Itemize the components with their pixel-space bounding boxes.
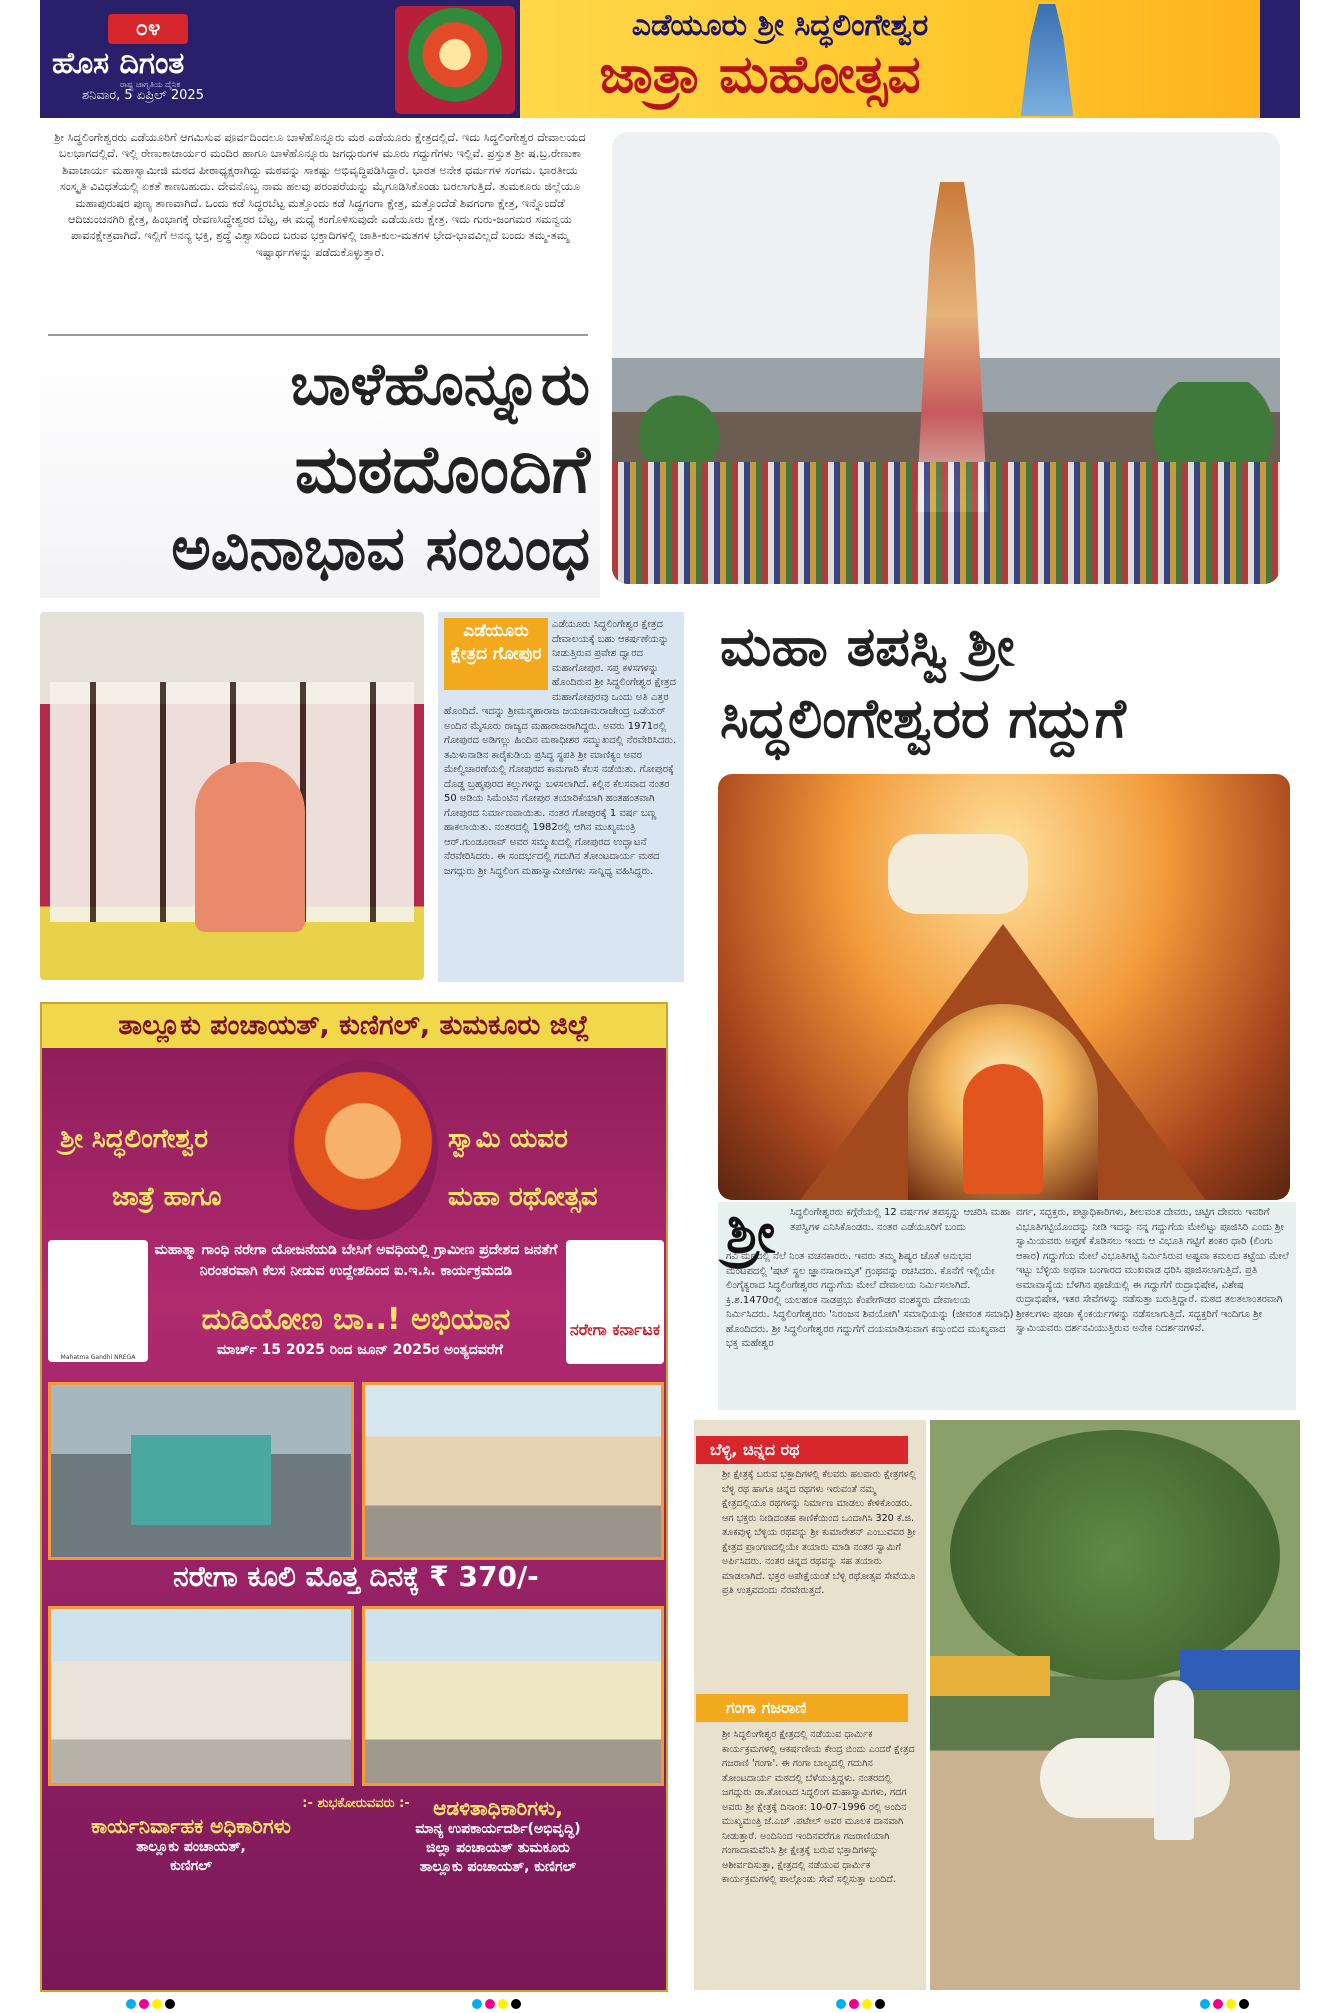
elephant-article-title: ಗಂಗಾ ಗಜರಾಣಿ bbox=[696, 1694, 908, 1722]
yellow-tent bbox=[930, 1656, 1050, 1696]
ad-title-1: ಶ್ರೀ ಸಿದ್ಧಲಿಂಗೇಶ್ವರ bbox=[60, 1124, 208, 1154]
registration-mark bbox=[126, 1994, 178, 2004]
left-line-2: ಕುಣಿಗಲ್ bbox=[170, 1858, 212, 1874]
lead-article-text: ಶ್ರೀ ಸಿದ್ಧಲಿಂಗೇಶ್ವರರು ಎಡೆಯೂರಿಗೆ ಆಗಮಿಸುವ ಪೂರ್ವದಿಂದಲೂ ಬಾಳೆಹೊನ್ನೂರು ಮಠ ಎಡೆಯೂರು ಕ್ಷೇತ್ರದಲ್ಲಿದೆ. ಇದು ಸಿದ್ಧಲಿಂಗೇಶ್ವರ ದೇವಾಲಯದ ಬಲಭಾಗದಲ್ಲಿದೆ. ಇಲ್ಲಿ ರೇಣುಕಾಚಾರ್ಯರ ಮಂದಿರ ಹಾಗೂ ಬಾಳೆಹೊನ್ನೂರು ಜಗದ್ಗುರುಗಳ ಮೂರು ಗದ್ದುಗೆಗಳು ಇಲ್ಲಿವೆ. ಪ್ರಸ್ತುತ ಶ್ರೀ ಷ.ಬ್ರ.ರೇಣುಕಾ ಶಿವಾಚಾರ್ಯ ಮಹಾಸ್ವಾಮೀಜಿ ಮಠದ ಪೀಠಾಧ್ಯಕ್ಷರಾಗಿದ್ದು ಮಠವನ್ನು ಸಾಕಷ್ಟು ಅಭಿವೃದ್ಧಿಪಡಿಸಿದ್ದಾರೆ. ಭಾರತ ಅನೇಕ ಧರ್ಮಗಳ ಸಂಗಮ. ಭಾರತೀಯ ಸಂಸ್ಕೃತಿ ವಿವಿಧತೆಯಲ್ಲಿ ಏಕತೆ ಕಾಣಬಹುದು. ದೇವನೊಬ್ಬ ನಾಮ ಹಲವು ಪರಂಪರೆಯನ್ನು ಮೈಗೂಡಿಸಿಕೊಂಡು ಬರಲಾಗುತ್ತಿದೆ. ತುಮಕೂರು ಜಿಲ್ಲೆಯೂ ಮಹಾಪುರುಷರ ಪುಣ್ಯ ತಾಣವಾಗಿದೆ. ಒಂದು ಕಡೆ ಸಿದ್ಧರಬೆಟ್ಟ ಮತ್ತೊಂದು ಕಡೆ ಸಿದ್ಧಗಂಗಾ ಕ್ಷೇತ್ರ, ಮತ್ತೊಂದೆಡೆ ಶಿವಗಂಗಾ ಕ್ಷೇತ್ರ, ಇನ್ನೊಂದೆಡೆ ಆದಿಚುಂಚನಗಿರಿ ಕ್ಷೇತ್ರ, ಹಿಂಭಾಗಕ್ಕೆ ರೇವಣಸಿದ್ಧೇಶ್ವರರ ಬೆಟ್ಟ, ಈ ಮಧ್ಯೆ ಕಂಗೊಳಿಸುವುದೇ ಎಡೆಯೂರು ಕ್ಷೇತ್ರ. ಇದು ಗುರು-ಜಂಗಮರ ಸಮನ್ವಯ ಪಾವನಕ್ಷೇತ್ರವಾಗಿದೆ. ಇಲ್ಲಿಗೆ ಅನನ್ಯ ಭಕ್ತಿ, ಶ್ರದ್ಧೆ ವಿಶ್ವಾಸದಿಂದ ಬರುವ ಭಕ್ತಾದಿಗಳಲ್ಲಿ ಜಾತಿ-ಕುಲ-ಮತಗಳ ಭೇದ-ಭಾವವಿಲ್ಲದೆ ಬಂದು ತಮ್ಮ-ತಮ್ಮ ಇಷ್ಟಾರ್ಥಗಳನ್ನು ಪಡೆದುಕೊಳ್ಳುತ್ತಾರೆ. bbox=[54, 131, 586, 259]
headline-line-2: ಮಠದೊಂದಿಗೆ bbox=[294, 430, 590, 508]
left-role: ಕಾರ್ಯನಿರ್ವಾಹಕ ಅಧಿಕಾರಿಗಳು bbox=[91, 1814, 291, 1838]
banner-title-main: ಜಾತ್ರಾ ಮಹೋತ್ಸವ bbox=[599, 44, 921, 105]
logo-tagline: ರಾಷ್ಟ್ರ ಜಾಗೃತಿಯ ದೈನಿಕ bbox=[120, 80, 181, 89]
well-wishers-label: :- ಶುಭಕೋರುವವರು :- bbox=[302, 1796, 410, 1811]
elephant-article-text: ಶ್ರೀ ಸಿದ್ಧಲಿಂಗೇಶ್ವರ ಕ್ಷೇತ್ರದಲ್ಲಿ ನಡೆಯುವ ಧಾರ್ಮಿಕ ಕಾರ್ಯಕ್ರಮಗಳಲ್ಲಿ ಆಕರ್ಷಣೀಯ ಕೇಂದ್ರ ಬಿಂದು ಎಂದರೆ ಕ್ಷೇತ್ರದ ಗಜರಾಣಿ 'ಗಂಗಾ'. ಈ ಗಂಗಾ ಬಾಲ್ಯದಲ್ಲಿ ಗದುಗಿನ ತೋಂಟದಾರ್ಯ ಮಠದಲ್ಲಿ ಬೆಳೆಯುತ್ತಿದ್ದಳು. ನಂತರದಲ್ಲಿ ಜಗದ್ಗುರು ಡಾ.ತೋಂಟದ ಸಿದ್ಧಲಿಂಗ ಮಹಾಸ್ವಾಮಿಗಳು, ಗದಗ ಅವರು ಶ್ರೀ ಕ್ಷೇತ್ರಕ್ಕೆ ದಿನಾಂಕ: 10-07-1996 ರಲ್ಲಿ ಅಂದಿನ ಮುಖ್ಯಮಂತ್ರಿ ಜೆ.ಎಚ್ .ಪಟೇಲ್ ಅವರ ಮೂಲಕ ದಾನವಾಗಿ ನೀಡುತ್ತಾರೆ. ಅಂದಿನಿಂದ ಇಂದಿನವರೆಗೂ ಗಜರಾಣಿಯಾಗಿ ಗಂಗಾದಾಮವೆನಿಸಿ ಶ್ರೀ ಕ್ಷೇತ್ರಕ್ಕೆ ಬರುವ ಭಕ್ತಾದಿಗಳನ್ನು ಆಶೀರ್ವದಿಸುತ್ತಾ, ಕ್ಷೇತ್ರದಲ್ಲಿ ನಡೆಯುವ ಧಾರ್ಮಿಕ ಕಾರ್ಯಕ್ರಮಗಳಲ್ಲಿ ಪಾಲ್ಗೊಂಡು ಸೇವೆ ಸಲ್ಲಿಸುತ್ತಾ ಬಂದಿದೆ. bbox=[722, 1729, 915, 1885]
seated-swamiji bbox=[195, 762, 305, 932]
left-line-1: ತಾಲ್ಲೂಕು ಪಂಚಾಯತ್, bbox=[136, 1839, 246, 1855]
ad-photo-building-1 bbox=[362, 1382, 664, 1560]
narega-logo-text: ನರೇಗಾ ಕರ್ನಾಟಕ bbox=[569, 1320, 661, 1339]
saint-illustration bbox=[718, 774, 1290, 1200]
chariot-article-title: ಬೆಳ್ಳಿ, ಚಿನ್ನದ ರಥ bbox=[696, 1436, 908, 1464]
ad-title-3: ಜಾತ್ರೆ ಹಾಗೂ bbox=[112, 1182, 222, 1212]
registration-mark bbox=[1200, 1994, 1252, 2004]
ad-title-4: ಮಹಾ ರಥೋತ್ಸವ bbox=[448, 1182, 598, 1212]
registration-mark bbox=[472, 1994, 524, 2004]
right-role: ಆಡಳಿತಾಧಿಕಾರಿಗಳು, bbox=[433, 1796, 563, 1820]
saint-article-col2: ವರ್ಗ, ಸದ್ಭಕ್ತರು, ಪಟ್ಟಾಧಿಕಾರಿಗಳು, ಶೀಲವಂತ ದೇವರು, ಚಟ್ಟಿಗ ದೇವರು ಇವರಿಗೆ ವಿಭೂತಿಗಟ್ಟಿಯೊಂದನ್ನು ನೀಡಿ ಇದನ್ನು ನನ್ನ ಗದ್ದುಗೆಯ ಮೇಲಿಟ್ಟು ಪೂಜಿಸಿರಿ ಎಂದು ಶ್ರೀ ಸ್ವಾಮಿಯವರು ಅಪ್ಪಣೆ ಕೊಡಿಸಲು ಇಂದು ಆ ವಿಭೂತಿ ಗಟ್ಟಿಗೆ ಶಂಕರ ಧಾರಿ (ಲಿಂಗು ಆಕಾರ) ಗದ್ದುಗೆಯ ಮೇಲೆ ವಿಭೂತಿಗಟ್ಟಿ ನಿರ್ಮಿಸಿರುವ ಅಷ್ಟವಾ ಕಮಲದ ಕಟ್ಟೆಯ ಮೇಲೆ ಇಟ್ಟು ಬೆಳ್ಳಿಯ ಅಥವಾ ಬಂಗಾರದ ಮುಖವಾಡ ಧರಿಸಿ ಪೂಜಿಸಲಾಗುತ್ತಿದೆ. ಪ್ರತಿ ಅಮಾವಾಸ್ಯೆಯ ಬೆಳಗಿನ ಪೂಜೆಯಲ್ಲಿ ಈ ಗದ್ದುಗೆಗೆ ರುದ್ರಾಭಿಷೇಕ, ವಿಶೇಷ ರುದ್ರಾಭಿಷೇಕ, ಇತರ ಸೇವೆಗಳನ್ನು ನಡೆಸುತ್ತಾ ಬರುತ್ತಿದ್ದಾರೆ. ಮಠದ ತಲತಲಾಂತರವಾಗಿ ಶ್ರೀಕಲಗಳು ಪೂಜಾ ಕೈಂಕರ್ಯಗಳನ್ನು ನಡೆಸಲಾಗುತ್ತಿದೆ. ಸದ್ಭಕ್ತರಿಗೆ ಇಂದಿಗೂ ಶ್ರೀ ಸ್ವಾಮಿಯವರು ದರ್ಶನವಿಯುತ್ತಿರುವ ಅನೇಕ ನಿದರ್ಶನಗಳಿವೆ. bbox=[1016, 1207, 1289, 1334]
saint-article-col1: ಗವಿ ಮಠದಲ್ಲಿ ನೆಲೆ ನಿಂತ ವಚನಕಾರರು. ಇವರು ತಮ್ಮ ಶಿಷ್ಯರ ಜೊತೆ ಅನುಭವ ಮಂಟಪದಲ್ಲಿ 'ಷಟ್ ಸ್ಥಲ ಜ್ಞಾನಸಾರಾಮೃತ' ಗ್ರಂಥವನ್ನು ರಚಿಸಿದರು. ಕೊನೆಗೆ ಇಲ್ಲಿಯೇ ಲಿಂಗೈಕ್ಯರಾದ ಸಿದ್ಧಲಿಂಗೇಶ್ವರರ ಗದ್ದುಗೆಯ ಮೇಲೆ ದೇವಾಲಯ ನಿರ್ಮಿಸಲಾಗಿದೆ. ಕ್ರಿ.ಶ.1470ರಲ್ಲಿ ಯಲಹಂಕ ನಾಡಪ್ರಭು ಕೆಂಪೇಗೌಡರ ವಂಶಸ್ಥರು ದೇವಾಲಯ ನಿರ್ಮಿಸಿದರು. ಸಿದ್ಧಲಿಂಗೇಶ್ವರರು 'ನಿರಂಜನ ಶಿವಯೋಗಿ' ಸಮಾಧಿಯನ್ನು (ಜೀವಂತ ಸಮಾಧಿ) ಹೊಂದಿದರು. ಶ್ರೀ ಸಿದ್ಧಲಿಂಗೇಶ್ವರರ ಗದ್ದುಗೆಗೆ ದಯಮಾಡಿಸುವಾಗ ಕಣ್ತುಂಬಿದ ಮುಖ್ಯವಾದ ಭಕ್ತ ಮಹೇಶ್ವರ bbox=[726, 1251, 1014, 1349]
ad-description: ಮಹಾತ್ಮಾ ಗಾಂಧಿ ನರೇಗಾ ಯೋಜನೆಯಡಿ ಬೇಸಿಗೆ ಅವಧಿಯಲ್ಲಿ ಗ್ರಾಮೀಣ ಪ್ರದೇಶದ ಜನತೆಗೆ ನಿರಂತರವಾಗಿ ಕೆಲಸ ನೀಡುವ ಉದ್ದೇಶದಿಂದ ಐ.ಇ.ಸಿ. ಕಾರ್ಯಕ್ರಮದಡಿ bbox=[154, 1242, 558, 1279]
right-line-2: ಜಿಲ್ಲಾ ಪಂಚಾಯತ್ ತುಮಕೂರು bbox=[426, 1840, 570, 1856]
headline-line-1: ಬಾಳೆಹೊನ್ನೂರು bbox=[290, 350, 590, 418]
page-number: ೦೪ bbox=[108, 14, 188, 44]
ad-title-2: ಸ್ವಾಮಿ ಯವರ bbox=[448, 1124, 568, 1154]
saint-article-col1-top: ಸಿದ್ಧಲಿಂಗೇಶ್ವರರು ಕಗ್ಗೆರೆಯಲ್ಲಿ 12 ವರ್ಷಗಳ ತಪಸ್ಸನ್ನು ಆಚರಿಸಿ ಮಹಾ ತಪಸ್ವಿಗಳ ಎನಿಸಿಕೊಂಡರು. ನಂತರ ಎಡೆಯೂರಿಗೆ ಬಂದು bbox=[790, 1207, 1011, 1233]
campaign-name: ದುಡಿಯೋಣ ಬಾ..! ಅಭಿಯಾನ bbox=[201, 1302, 511, 1337]
ad-signatory-right bbox=[338, 1796, 658, 1877]
gopura-article-title: ಎಡೆಯೂರು ಕ್ಷೇತ್ರದ ಗೋಪುರ bbox=[444, 618, 548, 690]
right-line-1: ಮಾನ್ಯ ಉಪಕಾರ್ಯದರ್ಶಿ(ಅಭಿವೃದ್ಧಿ) bbox=[415, 1821, 581, 1837]
maha-headline-line-2: ಸಿದ್ಧಲಿಂಗೇಶ್ವರರ ಗದ್ದುಗೆ bbox=[720, 686, 1126, 750]
issue-date: ಶನಿವಾರ, 5 ಏಪ್ರಿಲ್ 2025 bbox=[82, 88, 204, 103]
ad-photo-stepwell bbox=[48, 1382, 354, 1560]
cow-figure bbox=[888, 834, 1028, 914]
cattle-fair-photo bbox=[930, 1420, 1300, 1990]
mgnrega-logo bbox=[48, 1240, 148, 1362]
temple-crowd-photo bbox=[612, 132, 1280, 584]
narega-karnataka-logo bbox=[566, 1240, 664, 1364]
drop-cap: ಶ್ರೀ bbox=[726, 1200, 776, 1266]
right-line-3: ತಾಲ್ಲೂಕು ಪಂಚಾಯತ್, ಕುಣಿಗಲ್ bbox=[419, 1859, 577, 1875]
banyan-tree bbox=[950, 1430, 1280, 1680]
headline-line-3: ಅವಿನಾಭಾವ ಸಂಬಂಧ bbox=[171, 514, 590, 584]
water-tank bbox=[131, 1435, 271, 1525]
ad-photo-building-2 bbox=[362, 1606, 664, 1786]
deity-photo bbox=[395, 6, 515, 114]
divider bbox=[48, 334, 588, 336]
wage-banner: ನರೇಗಾ ಕೂಲಿ ಮೊತ್ತ ದಿನಕ್ಕೆ ₹ 370/- bbox=[173, 1560, 539, 1593]
blue-tent bbox=[1180, 1650, 1300, 1690]
ad-header: ತಾಲ್ಲೂಕು ಪಂಚಾಯತ್, ಕುಣಿಗಲ್, ತುಮಕೂರು ಜಿಲ್ಲೆ bbox=[42, 1004, 666, 1048]
maha-headline-line-1: ಮಹಾ ತಪಸ್ವಿ ಶ್ರೀ bbox=[720, 614, 1015, 678]
mgnrega-logo-caption: Mahatma Gandhi NREGA bbox=[60, 1354, 136, 1361]
registration-mark bbox=[836, 1994, 888, 2004]
newspaper-logo: ಹೊಸ ದಿಗಂತ bbox=[52, 46, 185, 81]
farmer bbox=[1154, 1680, 1194, 1840]
gopura-article-text: ಎಡೆಯೂರು ಸಿದ್ಧಲಿಂಗೇಶ್ವರ ಕ್ಷೇತ್ರದ ದೇವಾಲಯಕ್ಕೆ ಬಹು ಆಕರ್ಷಣೆಯನ್ನು ನೀಡುತ್ತಿರುವ ಪ್ರವೇಶ ದ್ವಾರದ ಮಹಾಗೋಪುರ. ಸಪ್ತ ಕಳಸಗಳನ್ನು ಹೊಂದಿರುವ ಶ್ರೀ ಸಿದ್ಧಲಿಂಗೇಶ್ವರ ಕ್ಷೇತ್ರದ ಮಹಾಗೋಪುರವು ಒಂದು ಅತಿ ಎತ್ತರ ಹೊಂದಿದೆ. ಇದನ್ನು ಶ್ರೀಮನ್ಮಹಾರಾಜ ಜಯಚಾಮರಾಜೇಂದ್ರ ಒಡೆಯರ್ ಅಂದಿನ ಮೈಸೂರು ರಾಜ್ಯದ ಮಹಾರಾಜರಾಗಿದ್ದರು. ಅವರು 1971ರಲ್ಲಿ ಗೋಪುರದ ಅಡಿಗಲ್ಲು ಹಿಂದಿನ ಮಠಾಧೀಶರ ಸಮ್ಮುಖದಲ್ಲಿ ನೆರವೇರಿಸಿದರು. ತಮಿಳುನಾಡಿನ ಕಾರೈಕುಡಿಯ ಪ್ರಸಿದ್ಧ ಸ್ಥಪತಿ ಶ್ರೀ ಮಾಣಿಕ್ಯಂ ಅವರ ಮೇಲ್ವಿಚಾರಣೆಯಲ್ಲಿ ಗೋಪುರದ ಕಾಮಗಾರಿ ಕೆಲಸ ನಡೆಯಿತು. ಗೋಪುರಕ್ಕೆ ದೊಡ್ಡ ಬ್ರಹ್ಮಪುರದ ಕಲ್ಲುಗಳನ್ನು ಬಳಸಲಾಗಿದೆ. ಕಲ್ಲಿನ ಕೆಲಸವಾದ ನಂತರ 50 ಅಡಿಯ ಸಿಮೆಂಟಿನ ಗೋಪುರ ತಯಾರಿಕೆಯಾಗಿ ಹಂತಹಂತವಾಗಿ ಗೋಪುರದ ನಿರ್ಮಾಣವಾಯಿತು. ನಂತರ ಗೋಪುರಕ್ಕೆ 1 ವರ್ಷ ಬಣ್ಣ ಹಾಕಲಾಯಿತು. ನಂತರದಲ್ಲಿ 1982ರಲ್ಲಿ ಆಗಿನ ಮುಖ್ಯಮಂತ್ರಿ ಆರ್.ಗುಂಡೂರಾವ್ ಅವರ ಸಮ್ಮುಖದಲ್ಲಿ ಗೋಪುರದ ಉದ್ಘಾಟನೆ ನೆರವೇರಿಸಿದರು. ಈ ಸಂದರ್ಭದಲ್ಲಿ ಗದುಗಿನ ತೋಂಟದಾರ್ಯ ಮಠದ ಜಗದ್ಗುರು ಶ್ರೀ ಸಿದ್ಧಲಿಂಗ ಮಹಾಸ್ವಾಮೀಜಿಗಳು ಸಾನ್ನಿಧ್ಯ ವಹಿಸಿದ್ದರು. bbox=[444, 619, 677, 877]
campaign-dates: ಮಾರ್ಚ್ 15 2025 ರಿಂದ ಜೂನ್ 2025ರ ಅಂತ್ಯದವರೆಗೆ bbox=[217, 1342, 503, 1358]
lead-headline bbox=[40, 342, 600, 598]
meditating-sage bbox=[963, 1064, 1043, 1194]
crowd bbox=[612, 462, 1280, 584]
ad-signatory-left bbox=[56, 1814, 326, 1876]
chariot-article-text: ಶ್ರೀ ಕ್ಷೇತ್ರಕ್ಕೆ ಬರುವ ಭಕ್ತಾದಿಗಳಲ್ಲಿ ಕೆಲವರು ಹಲವಾರು ಕ್ಷೇತ್ರಗಳಲ್ಲಿ ಬೆಳ್ಳಿ ರಥ ಹಾಗೂ ಚಿನ್ನದ ರಥಗಳು ಇರುವಂತೆ ನಮ್ಮ ಕ್ಷೇತ್ರದಲ್ಲಿಯೂ ರಥಗಳನ್ನು ನಿರ್ಮಾಣ ಮಾಡಲು ಕೇಳಿಕೊಂಡರು. ಆಗ ಭಕ್ತರು ನೀಡಿದಂತಹ ಕಾಣಿಕೆಯಿಂದ ಒಂದಾಗಿಸಿ 320 ಕೆ.ಜಿ. ತೂಕವುಳ್ಳ ಬೆಳ್ಳಿಯ ರಥವನ್ನು ಶ್ರೀ ಕುಮಾರೇಶನ್ ಎಂಬುವವರ ಶ್ರೀ ಕ್ಷೇತ್ರದ ಪ್ರಾಂಗಣದಲ್ಲಿಯೇ ತಯಾರು ಮಾಡಿ ನಂತರ ಸ್ವಾಮಿಗೆ ಅರ್ಪಿಸಿದರು. ನಂತರ ಚಿನ್ನದ ರಥವನ್ನು ಸಹ ತಯಾರು ಮಾಡಲಾಗಿದೆ. ಭಕ್ತರ ಅಪೇಕ್ಷೆಯಂತೆ ಬೆಳ್ಳಿ ರಥೋತ್ಸವ ಸೇವೆಯೂ ಪ್ರತಿ ಉತ್ಸವದಂದು ನೆರವೇರುತ್ತದೆ. bbox=[722, 1469, 917, 1596]
felicitation-photo bbox=[40, 612, 424, 980]
bullocks bbox=[1040, 1738, 1230, 1818]
banner-title-top: ಎಡೆಯೂರು ಶ್ರೀ ಸಿದ್ಧಲಿಂಗೇಶ್ವರ bbox=[631, 8, 929, 43]
ad-photo-school bbox=[48, 1606, 354, 1786]
deity-portrait bbox=[288, 1060, 438, 1240]
